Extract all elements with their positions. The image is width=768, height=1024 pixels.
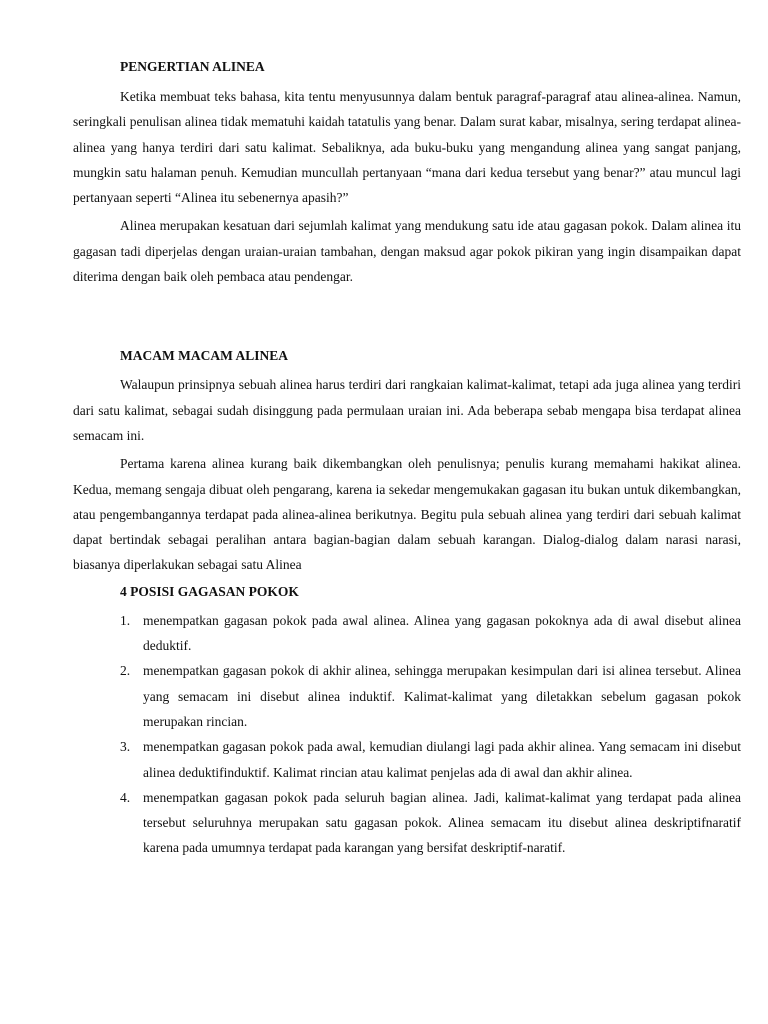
list-item	[73, 658, 741, 734]
list-number: 4.	[120, 789, 131, 805]
list-item-text: menempatkan gagasan pokok pada seluruh bagian alinea. Jadi, kalimat-kalimat yang terdapat pada alinea tersebut seluruhnya merupakan satu gagasan pokok. Alinea semacam itu disebut alinea deskriptifnaratif karena pada umumnya terdapat pada karangan yang bersifat deskriptif-naratif.	[143, 789, 741, 856]
heading-posisi-gagasan-pokok: 4 POSISI GAGASAN POKOK	[120, 583, 299, 599]
list-item	[73, 734, 741, 785]
numbered-list	[73, 608, 741, 861]
paragraph: Ketika membuat teks bahasa, kita tentu menyusunnya dalam bentuk paragraf-paragraf atau alinea-alinea. Namun, seringkali penulisan alinea tidak mematuhi kaidah tatatulis yang benar. Dalam surat kabar, misalnya, sering terdapat alinea-alinea yang hanya terdiri dari satu kalimat. Sebaliknya, ada buku-buku yang mengandung alinea yang sangat panjang, mungkin satu halaman penuh. Kemudian muncullah pertanyaan “mana dari kedua tersebut yang benar?” atau muncul lagi pertanyaan seperti “Alinea itu sebenernya apasih?”	[73, 89, 741, 206]
heading-pengertian-alinea: PENGERTIAN ALINEA	[120, 59, 265, 74]
list-number: 2.	[120, 663, 131, 679]
list-item-text: menempatkan gagasan pokok pada awal alinea. Alinea yang gagasan pokoknya ada di awal disebut alinea deduktif.	[143, 612, 741, 654]
list-item	[73, 785, 741, 861]
list-item	[73, 608, 741, 659]
paragraph: Walaupun prinsipnya sebuah alinea harus terdiri dari rangkaian kalimat-kalimat, tetapi ada juga alinea yang terdiri dari satu kalimat, sebagai sudah disinggung pada permulaan uraian ini. Ada beberapa sebab mengapa bisa terdapat alinea semacam ini.	[73, 377, 741, 443]
document-page	[73, 57, 741, 861]
paragraph: Pertama karena alinea kurang baik dikembangkan oleh penulisnya; penulis kurang memahami hakikat alinea. Kedua, memang sengaja dibuat oleh pengarang, karena ia sekedar mengemukakan gagasan itu bukan untuk dikembangkan, atau pengembangannya terdapat pada alinea-alinea berikutnya. Begitu pula sebuah alinea yang terdiri dari sebuah kalimat dapat bertindak sebagai peralihan antara bagian-bagian dalam sebuah karangan. Dialog-dialog dalam narasi narasi, biasanya diperlakukan sebagai satu Alinea	[73, 456, 741, 573]
list-item-text: menempatkan gagasan pokok di akhir alinea, sehingga merupakan kesimpulan dari isi alinea tersebut. Alinea yang semacam ini disebut alinea induktif. Kalimat-kalimat yang diletakkan sebelum gagasan pokok merupakan rincian.	[143, 663, 741, 729]
paragraph: Alinea merupakan kesatuan dari sejumlah kalimat yang mendukung satu ide atau gagasan pokok. Dalam alinea itu gagasan tadi diperjelas dengan uraian-uraian tambahan, dengan maksud agar pokok pikiran yang ingin disampaikan dapat diterima dengan baik oleh pembaca atau pendengar.	[73, 218, 741, 285]
list-item-text: menempatkan gagasan pokok pada awal, kemudian diulangi lagi pada akhir alinea. Yang semacam ini disebut alinea deduktifinduktif. Kalimat rincian atau kalimat penjelas ada di awal dan akhir alinea.	[143, 739, 741, 780]
list-number: 1.	[120, 612, 131, 628]
heading-macam-macam-alinea: MACAM MACAM ALINEA	[120, 348, 288, 364]
list-number: 3.	[120, 739, 131, 755]
